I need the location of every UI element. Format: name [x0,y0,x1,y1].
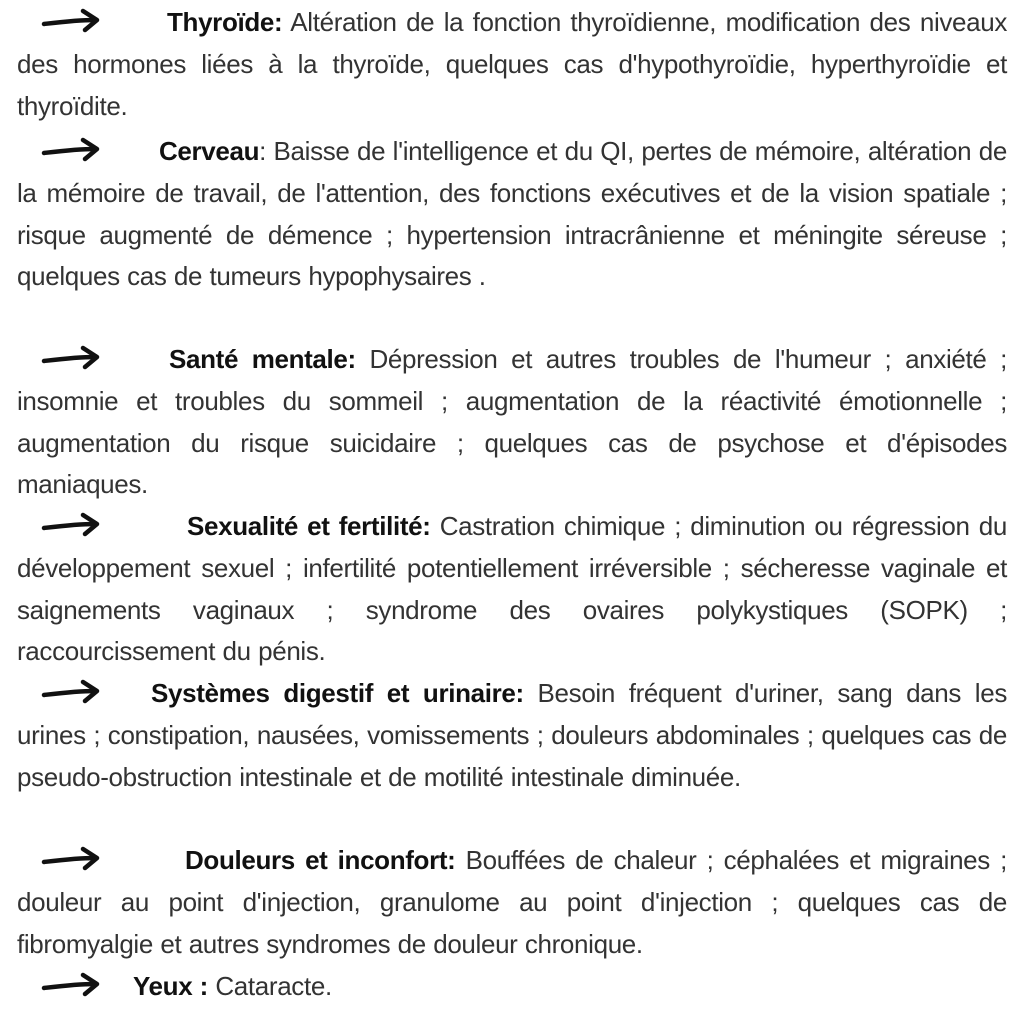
entry-text: Bouffées de chaleur ; céphalées et migraines ; douleur au point d'injection, granulome au point d'injection ; quelques cas de fibromyalgie et autres syndromes de douleur chronique. [17,845,1007,959]
entry-thyroide [17,2,1007,127]
entry-label: Cerveau [159,136,260,166]
entry-digestif-urinaire [17,673,1007,798]
right-arrow-icon [41,137,101,165]
right-arrow-icon [41,846,101,874]
right-arrow-icon [41,512,101,540]
entry-douleurs-inconfort [17,840,1007,965]
entry-text: : Baisse de l'intelligence et du QI, pertes de mémoire, altération de la mémoire de travail, de l'attention, des fonctions exécutives et de la vision spatiale ; risque augmenté de démence ; hypertension intracrânienne et méningite séreuse ; quelques cas de tumeurs hypophysaires . [17,136,1007,292]
entry-text: Cataracte. [208,971,332,1001]
entry-label: Yeux : [133,971,208,1001]
entry-sante-mentale [17,339,1007,506]
entry-text: Dépression et autres troubles de l'humeur ; anxiété ; insomnie et troubles du sommeil ; augmentation de la réactivité émotionnelle ; augmentation du risque suicidaire ; quelques cas de psychose et d'épisodes maniaques. [17,344,1008,500]
right-arrow-icon [41,972,101,1000]
right-arrow-icon [41,345,101,373]
right-arrow-icon [41,8,101,36]
entry-text: Altération de la fonction thyroïdienne, modification des niveaux des hormones liées à la thyroïde, quelques cas d'hypothyroïdie, hyperthyroïdie et thyroïdite. [17,7,1007,121]
entry-text: Castration chimique ; diminution ou régression du développement sexuel ; infertilité potentiellement irréversible ; sécheresse vaginale et saignements vaginaux ; syndrome des ovaires polykystiques (SOPK) ; raccourcissement du pénis. [17,511,1007,667]
entry-yeux [17,966,1007,1008]
entry-label: Sexualité et fertilité: [187,511,431,541]
entry-label: Thyroïde: [167,7,283,37]
right-arrow-icon [41,679,101,707]
entry-sexualite-fertilite [17,506,1007,673]
entry-cerveau [17,131,1007,298]
entry-label: Douleurs et inconfort: [185,845,456,875]
entry-text: Besoin fréquent d'uriner, sang dans les urines ; constipation, nausées, vomissements ; douleurs abdominales ; quelques cas de pseudo-obstruction intestinale et de motilité intestinale diminuée. [17,678,1007,792]
entry-label: Systèmes digestif et urinaire: [151,678,524,708]
entry-label: Santé mentale: [169,344,356,374]
